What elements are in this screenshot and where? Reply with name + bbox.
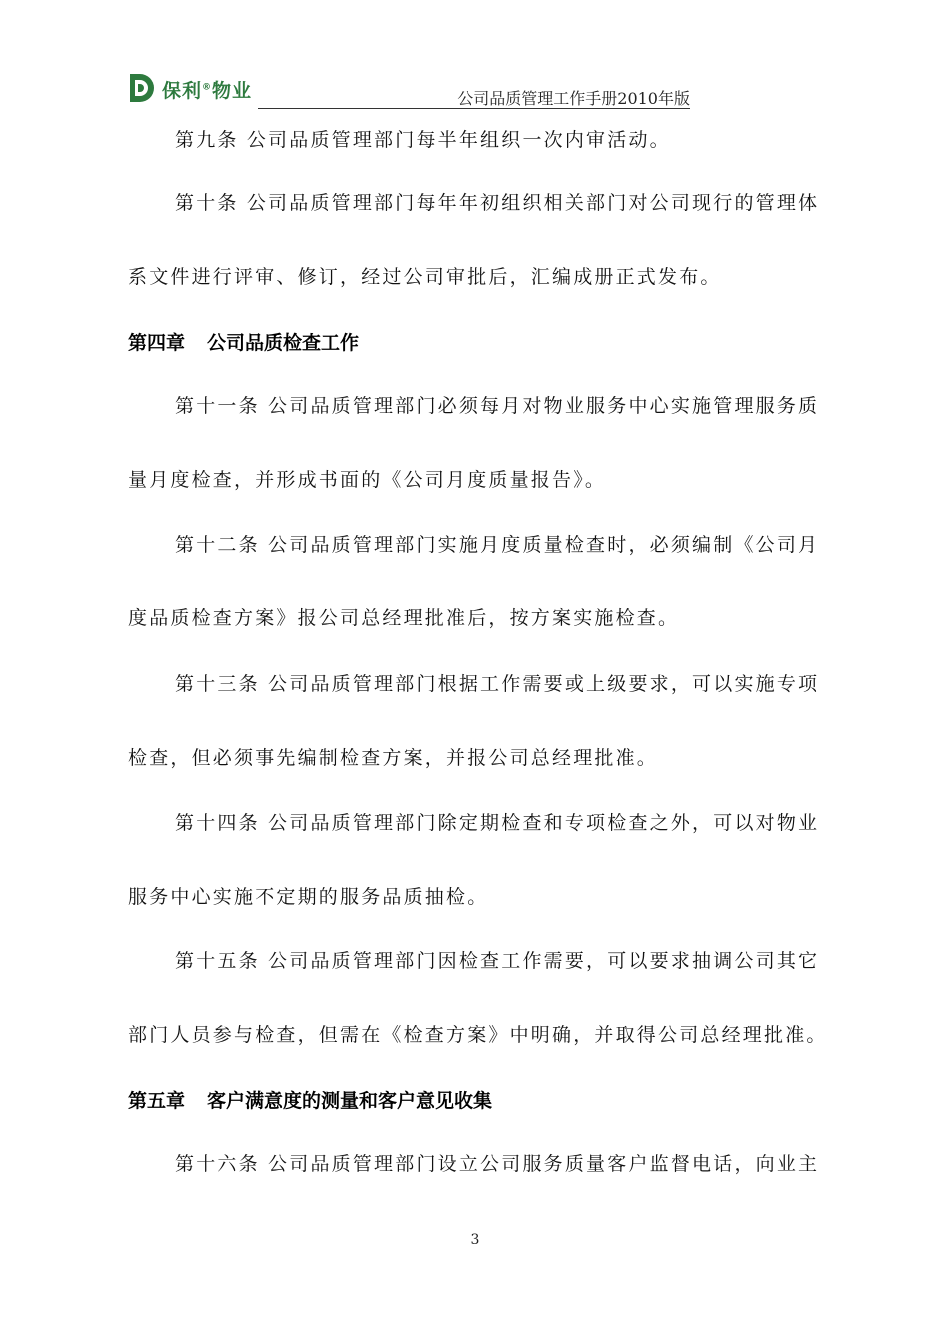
paragraph-line: 检查，但必须事先编制检查方案，并报公司总经理批准。	[128, 747, 659, 769]
paragraph-line: 第十六条 公司品质管理部门设立公司服务质量客户监督电话，向业主	[175, 1153, 820, 1175]
company-logo	[128, 70, 252, 106]
logo-text: 保利®物业	[162, 79, 253, 102]
page-number: 3	[470, 1232, 480, 1248]
paragraph-line: 第九条 公司品质管理部门每半年组织一次内审活动。	[175, 129, 671, 151]
header-title: 公司品质管理工作手册2010年版	[457, 89, 690, 108]
paragraph-line: 第十三条 公司品质管理部门根据工作需要或上级要求，可以实施专项	[175, 673, 820, 695]
paragraph-line: 服务中心实施不定期的服务品质抽检。	[128, 886, 489, 908]
paragraph-line: 系文件进行评审、修订，经过公司审批后，汇编成册正式发布。	[128, 266, 722, 288]
paragraph-line: 部门人员参与检查，但需在《检查方案》中明确，并取得公司总经理批准。	[128, 1024, 828, 1046]
logo-mark-icon	[128, 72, 158, 104]
paragraph-line: 度品质检查方案》报公司总经理批准后，按方案实施检查。	[128, 607, 680, 629]
chapter-heading: 第四章 公司品质检查工作	[128, 332, 360, 354]
paragraph-line: 第十四条 公司品质管理部门除定期检查和专项检查之外，可以对物业	[175, 812, 820, 834]
paragraph-line: 第十一条 公司品质管理部门必须每月对物业服务中心实施管理服务质	[175, 395, 820, 417]
paragraph-line: 第十五条 公司品质管理部门因检查工作需要，可以要求抽调公司其它	[175, 950, 820, 972]
chapter-heading: 第五章 客户满意度的测量和客户意见收集	[128, 1090, 493, 1112]
paragraph-line: 第十条 公司品质管理部门每年年初组织相关部门对公司现行的管理体	[175, 192, 820, 214]
paragraph-line: 第十二条 公司品质管理部门实施月度质量检查时，必须编制《公司月	[175, 534, 820, 556]
paragraph-line: 量月度检查，并形成书面的《公司月度质量报告》。	[128, 469, 607, 491]
